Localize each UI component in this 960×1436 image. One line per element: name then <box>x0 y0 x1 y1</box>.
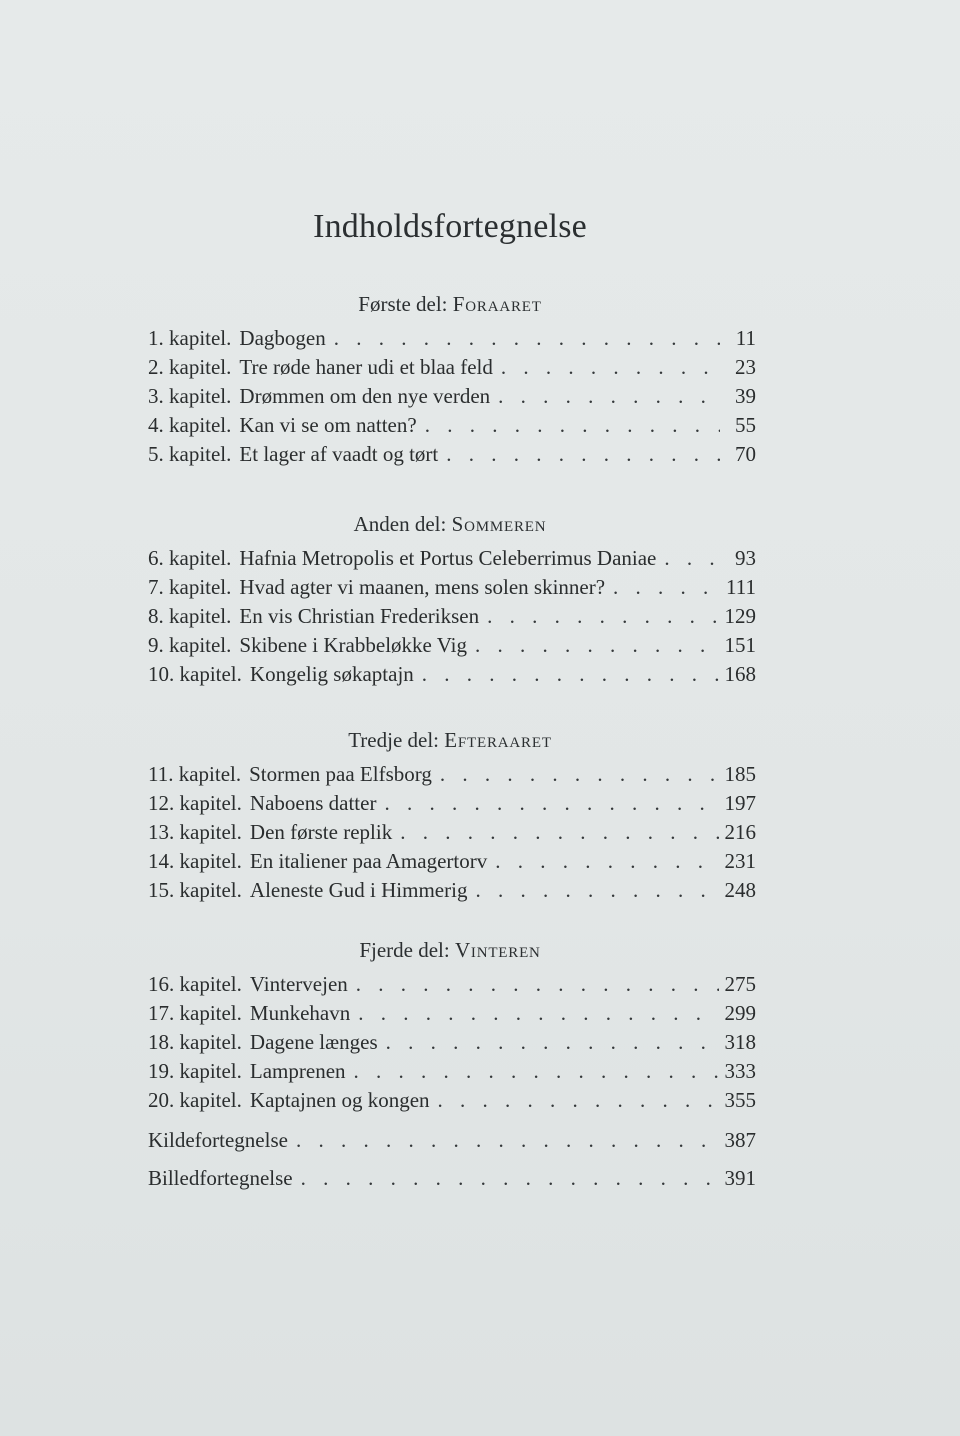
dot-leader <box>446 442 720 467</box>
chapter-number: 4. kapitel. <box>148 413 232 437</box>
page-number: 168 <box>724 662 756 686</box>
appendix-entry-sources <box>148 1128 756 1156</box>
chapter-number: 13. kapitel. <box>148 820 242 844</box>
part-season: Foraaret <box>452 292 542 316</box>
page-number: 55 <box>735 413 756 437</box>
dot-leader <box>334 326 720 351</box>
part-season: Vinteren <box>454 938 541 962</box>
toc-entry <box>148 355 756 383</box>
appendix-title: Billedfortegnelse <box>148 1166 293 1190</box>
chapter-title: Naboens datter <box>249 791 377 815</box>
part-label: Fjerde del: <box>359 938 450 962</box>
toc-entry <box>148 972 756 1000</box>
page-number: 216 <box>724 820 756 844</box>
toc-entry <box>148 633 756 661</box>
chapter-title: Dagbogen <box>239 326 326 350</box>
part-heading-3 <box>0 728 900 753</box>
page-number: 387 <box>724 1128 756 1152</box>
page-number: 299 <box>724 1001 756 1025</box>
chapter-title: En vis Christian Frederiksen <box>239 604 480 628</box>
toc-entry <box>148 384 756 412</box>
page-number: 231 <box>724 849 756 873</box>
part-heading-4 <box>0 938 900 963</box>
chapter-title: Et lager af vaadt og tørt <box>239 442 439 466</box>
dot-leader <box>475 633 719 658</box>
chapter-title: Kongelig søkaptajn <box>249 662 414 686</box>
chapter-number: 11. kapitel. <box>148 762 242 786</box>
chapter-title: En italiener paa Amagertorv <box>249 849 488 873</box>
chapter-number: 17. kapitel. <box>148 1001 242 1025</box>
chapter-title: Dagene længes <box>249 1030 378 1054</box>
chapter-number: 18. kapitel. <box>148 1030 242 1054</box>
toc-entry <box>148 820 756 848</box>
chapter-number: 1. kapitel. <box>148 326 232 350</box>
toc-entry <box>148 326 756 354</box>
dot-leader <box>425 413 720 438</box>
chapter-title: Vintervejen <box>249 972 348 996</box>
chapter-number: 12. kapitel. <box>148 791 242 815</box>
toc-entry <box>148 662 756 690</box>
part-season: Sommeren <box>451 512 547 536</box>
chapter-number: 14. kapitel. <box>148 849 242 873</box>
dot-leader <box>422 662 719 687</box>
dot-leader <box>296 1128 719 1153</box>
chapter-title: Skibene i Krabbeløkke Vig <box>239 633 467 657</box>
dot-leader <box>487 604 718 629</box>
page-number: 355 <box>724 1088 756 1112</box>
page-number: 391 <box>724 1166 756 1190</box>
dot-leader <box>356 972 719 997</box>
toc-entry <box>148 1088 756 1116</box>
chapter-number: 19. kapitel. <box>148 1059 242 1083</box>
dot-leader <box>386 1030 719 1055</box>
page-number: 39 <box>735 384 756 408</box>
page-number: 197 <box>724 791 756 815</box>
dot-leader <box>358 1001 718 1026</box>
page-number: 151 <box>724 633 756 657</box>
chapter-title: Kan vi se om natten? <box>239 413 417 437</box>
dot-leader <box>613 575 720 600</box>
dot-leader <box>384 791 718 816</box>
dot-leader <box>495 849 718 874</box>
toc-entry <box>148 546 756 574</box>
part-heading-2 <box>0 512 900 537</box>
dot-leader <box>354 1059 719 1084</box>
page-number: 11 <box>735 326 756 350</box>
part-label: Anden del: <box>353 512 447 536</box>
chapter-title: Lamprenen <box>249 1059 346 1083</box>
part-heading-1 <box>0 292 900 317</box>
chapter-number: 20. kapitel. <box>148 1088 242 1112</box>
appendix-entry-images <box>148 1166 756 1194</box>
appendix-title: Kildefortegnelse <box>148 1128 288 1152</box>
toc-entry <box>148 1030 756 1058</box>
page-number: 185 <box>724 762 756 786</box>
dot-leader <box>301 1166 719 1191</box>
chapter-number: 2. kapitel. <box>148 355 232 379</box>
page-title: Indholdsfortegnelse <box>313 208 587 245</box>
page-number: 318 <box>724 1030 756 1054</box>
dot-leader <box>501 355 720 380</box>
chapter-title: Tre røde haner udi et blaa feld <box>239 355 493 379</box>
part-label: Første del: <box>358 292 448 316</box>
toc-entry <box>148 1059 756 1087</box>
toc-entry <box>148 442 756 470</box>
chapter-title: Hafnia Metropolis et Portus Celeberrimus Daniae <box>239 546 657 570</box>
chapter-title: Drømmen om den nye verden <box>239 384 491 408</box>
page-number: 333 <box>724 1059 756 1083</box>
chapter-number: 5. kapitel. <box>148 442 232 466</box>
page-number: 111 <box>726 575 756 599</box>
page-number: 93 <box>735 546 756 570</box>
dot-leader <box>664 546 720 571</box>
chapter-number: 8. kapitel. <box>148 604 232 628</box>
chapter-number: 16. kapitel. <box>148 972 242 996</box>
chapter-title: Stormen paa Elfsborg <box>249 762 432 786</box>
dot-leader <box>400 820 718 845</box>
chapter-number: 7. kapitel. <box>148 575 232 599</box>
page-number: 129 <box>724 604 756 628</box>
chapter-number: 10. kapitel. <box>148 662 242 686</box>
part-season: Efteraaret <box>444 728 552 752</box>
toc-entry <box>148 878 756 906</box>
chapter-title: Kaptajnen og kongen <box>249 1088 430 1112</box>
dot-leader <box>498 384 720 409</box>
toc-entry <box>148 791 756 819</box>
chapter-title: Hvad agter vi maanen, mens solen skinner? <box>239 575 606 599</box>
chapter-number: 3. kapitel. <box>148 384 232 408</box>
toc-entry <box>148 575 756 603</box>
dot-leader <box>438 1088 719 1113</box>
chapter-number: 6. kapitel. <box>148 546 232 570</box>
chapter-number: 15. kapitel. <box>148 878 242 902</box>
toc-entry <box>148 762 756 790</box>
toc-entry <box>148 413 756 441</box>
chapter-number: 9. kapitel. <box>148 633 232 657</box>
dot-leader <box>440 762 719 787</box>
chapter-title: Aleneste Gud i Himmerig <box>249 878 468 902</box>
page-number: 248 <box>724 878 756 902</box>
page-number: 70 <box>735 442 756 466</box>
dot-leader <box>475 878 718 903</box>
page-number: 275 <box>724 972 756 996</box>
toc-entry <box>148 604 756 632</box>
page-number: 23 <box>735 355 756 379</box>
toc-entry <box>148 1001 756 1029</box>
toc-entry <box>148 849 756 877</box>
part-label: Tredje del: <box>348 728 440 752</box>
chapter-title: Den første replik <box>249 820 393 844</box>
chapter-title: Munkehavn <box>249 1001 351 1025</box>
